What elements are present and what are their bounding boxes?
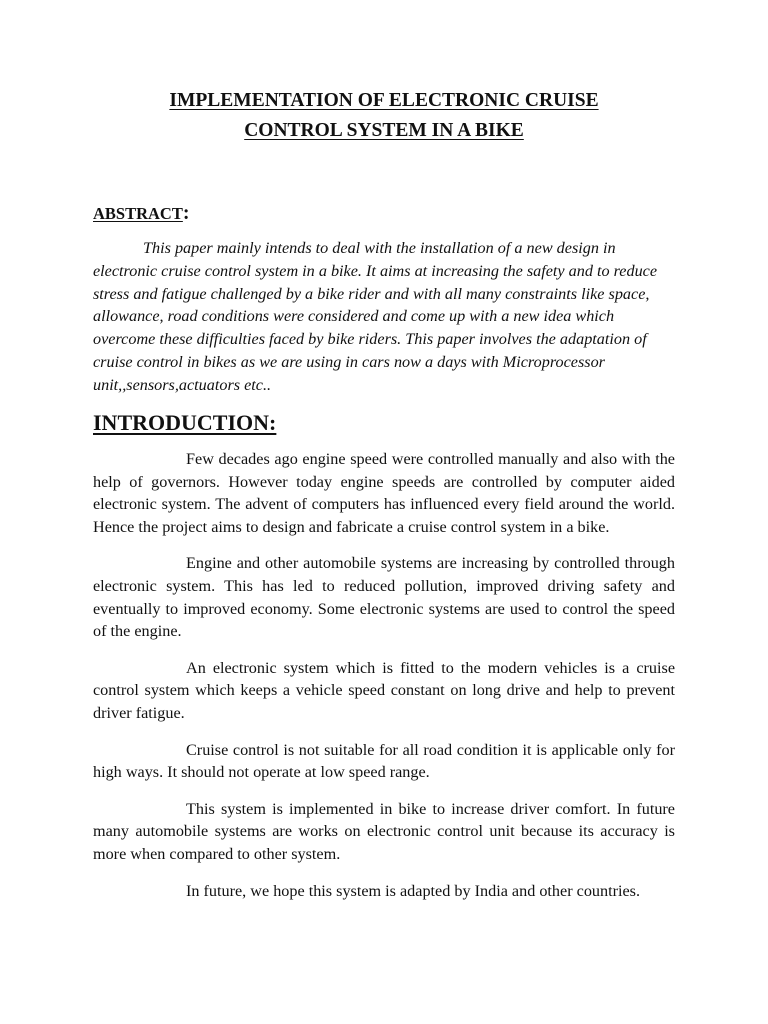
intro-paragraph: Cruise control is not suitable for all road condition it is applicable only for high ways. It should not operate at low speed range. [93, 740, 675, 782]
intro-paragraph: In future, we hope this system is adapted by India and other countries. [186, 881, 641, 900]
abstract-heading [93, 202, 190, 225]
abstract-heading-label: ABSTRACT [93, 204, 183, 223]
abstract-text: This paper mainly intends to deal with the installation of a new design in electronic cruise control system in a bike. It aims at increasing the safety and to reduce stress and fatigue challenged by a bike rider and with all many constraints like space, allowance, road conditions were considered and come up with a new idea which overcome these difficulties faced by bike riders. This paper involves the adaptation of cruise control in bikes as we are using in cars now a days with Microprocessor unit,,sensors,actuators etc.. [93, 239, 658, 394]
intro-paragraph: Few decades ago engine speed were controlled manually and also with the help of governors. However today engine speeds are controlled by computer aided electronic system. The advent of computers has influenced every field around the world. Hence the project aims to design and fabricate a cruise control system in a bike. [93, 450, 675, 536]
title-line-2: CONTROL SYSTEM IN A BIKE [244, 120, 524, 141]
intro-paragraph: Engine and other automobile systems are increasing by controlled through electronic system. This has led to reduced pollution, improved driving safety and eventually to improved economy. Some electronic systems are used to control the speed of the engine. [93, 554, 675, 641]
document-page [93, 86, 675, 900]
intro-paragraph: This system is implemented in bike to increase driver comfort. In future many automobile systems are works on electronic control unit because its accuracy is more when compared to other system. [93, 799, 675, 863]
document-title [93, 86, 675, 146]
title-line-1: IMPLEMENTATION OF ELECTRONIC CRUISE [169, 90, 599, 111]
introduction-heading: INTRODUCTION: [93, 410, 277, 435]
introduction-body [93, 448, 675, 916]
intro-paragraph: An electronic system which is fitted to the modern vehicles is a cruise control system which keeps a vehicle speed constant on long drive and help to prevent driver fatigue. [93, 658, 675, 722]
abstract-heading-colon: : [182, 202, 190, 224]
